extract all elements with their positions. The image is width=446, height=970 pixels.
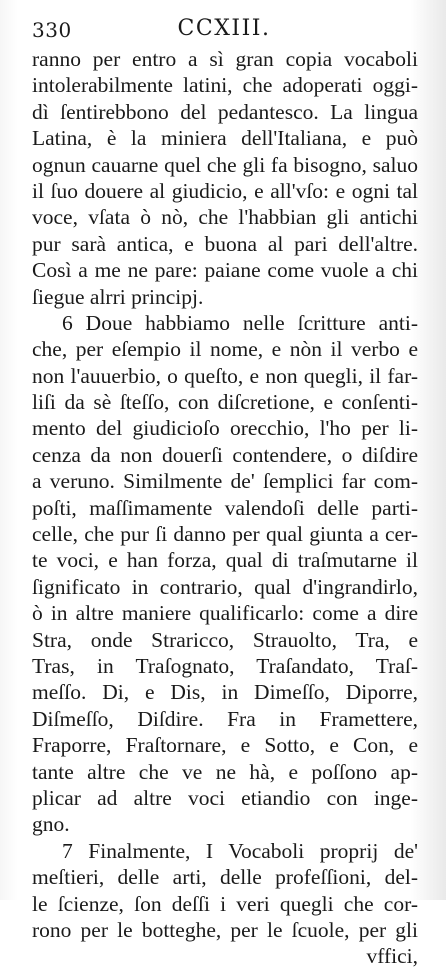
catchword-line: vffici,	[366, 944, 418, 969]
text-line: le ſcienze, ſon deſſi i veri quegli che cor-	[32, 891, 418, 916]
page-header	[32, 10, 416, 46]
text-line: meſſo. Di, e Dis, in Dimeſſo, Diporre,	[32, 680, 418, 705]
text-line: Fraporre, Fraſtornare, e Sotto, e Con, e	[32, 733, 418, 758]
paragraph-end-line: ſiegue alrri principj.	[32, 284, 204, 309]
text-line: intolerabilmente latini, che adoperati oggi-	[32, 73, 418, 98]
text-line: mento del giudicioſo orecchio, l'ho per li-	[32, 416, 418, 441]
paragraph-start-line: 6 Doue habbiamo nelle ſcritture anti-	[62, 310, 418, 335]
text-line: Tras, in Traſognato, Traſandato, Traſ-	[32, 653, 418, 678]
text-line: cenza da non douerſi contendere, o diſdire	[32, 442, 418, 467]
text-line: liſi da sè ſteſſo, con diſcretione, e conſenti-	[32, 390, 418, 415]
text-line: meſtieri, delle arti, delle profeſſioni, del-	[32, 865, 418, 890]
text-line: a veruno. Similmente de' ſemplici far com-	[32, 469, 418, 494]
text-line: ò in altre maniere qualificarlo: come a dire	[32, 601, 418, 626]
text-line: ranno per entro a sì gran copia vocaboli	[32, 47, 418, 71]
paragraph-start-line: 7 Finalmente, I Vocaboli proprij de'	[62, 838, 418, 863]
text-line: ſignificato in contrario, qual d'ingrandirlo,	[32, 574, 418, 599]
text-line: voce, vſata ò nò, che l'habbian gli antichi	[32, 205, 418, 230]
text-line: Stra, onde Straricco, Strauolto, Tra, e	[32, 627, 418, 652]
text-line: tante altre che ve ne hà, e poſſono ap-	[32, 759, 418, 784]
text-line: ognun cauarne quel che gli fa bisogno, saluo	[32, 152, 418, 177]
text-line: Latina, è la miniera dell'Italiana, e può	[32, 126, 418, 151]
text-line: plicar ad altre voci etiandio con inge-	[32, 785, 418, 810]
text-line: celle, che pur ſi danno per qual giunta a cer-	[32, 522, 418, 547]
page-number: 330	[32, 18, 72, 42]
paragraph-end-line: gno.	[32, 812, 70, 837]
text-line: Così a me ne pare: paiane come vuole a chi	[32, 258, 418, 283]
text-line: Diſmeſſo, Diſdire. Fra in Framettere,	[32, 706, 418, 731]
running-head: CCXIII.	[177, 16, 271, 41]
text-line: che, per eſempio il nome, e nòn il verbo e	[32, 337, 418, 362]
text-line: non l'auuerbio, o queſto, e non quegli, il far-	[32, 363, 418, 388]
text-line: il ſuo douere al giudicio, e all'vſo: e ogni tal	[32, 178, 418, 203]
text-line: poſti, maſſimamente valendoſi delle parti-	[32, 495, 418, 520]
text-line: dì ſentirebbono del pedantesco. La lingua	[32, 99, 418, 124]
text-line: pur sarà antica, e buona al pari dell'altre.	[32, 231, 418, 256]
text-line: te voci, e han forza, qual di traſmutarne il	[32, 548, 418, 573]
text-line: rono per le botteghe, per le ſcuole, per gli	[32, 917, 418, 942]
body-text	[32, 46, 418, 970]
